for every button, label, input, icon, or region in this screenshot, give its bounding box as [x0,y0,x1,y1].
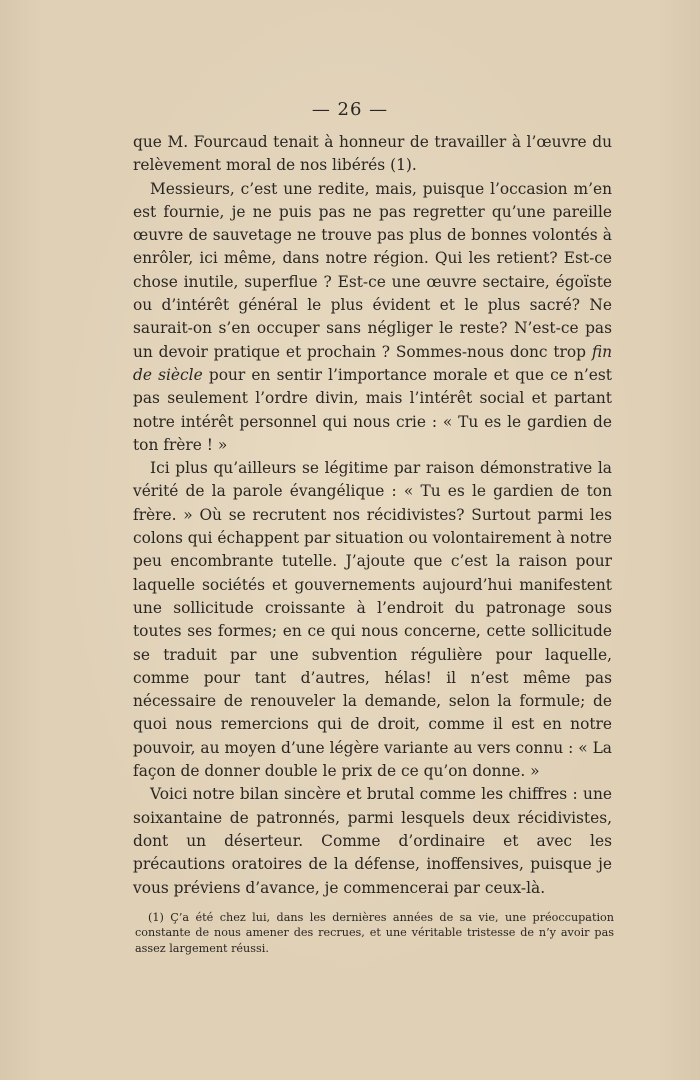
footnote [135,910,614,956]
page-number: — 26 — [311,99,389,120]
body-text [133,131,612,900]
paragraph-2-emphasis: fin de siècle [133,342,612,384]
paragraph-2-text-after: pour en sentir l’importance morale et que ce n’est pas seulement l’ordre divin, mais l’intérêt social et partant notre intérêt personnel qui nous crie : « Tu es le gardien de ton frère ! » [133,365,612,454]
paragraph-1: que M. Fourcaud tenait à honneur de travailler à l’œuvre du relèvement moral de nos libérés (1). [133,133,612,175]
paragraph-4: Voici notre bilan sincère et brutal comme les chiffres : une soixantaine de patronnés, parmi lesquels deux récidivistes, dont un déserteur. Comme d’ordinaire et avec les précautions oratoires de la défense, inoffensives, puisque je vous préviens d’avance, je commencerai par ceux-là. [133,785,612,897]
paragraph-2-text-before: Messieurs, c’est une redite, mais, puisque l’occasion m’en est fournie, je ne puis pas ne pas regretter qu’une pareille œuvre de sauvetage ne trouve pas plus de bonnes volontés à enrôler, ici même, dans notre région. Qui les retient? Est-ce chose inutile, superflue ? Est-ce une œuvre sectaire, égoïste ou d’intérêt général le plus évident et le plus sacré? Ne saurait-on s’en occuper sans négliger le reste? N’est-ce pas un devoir pratique et prochain ? Sommes-nous donc trop [133,179,612,361]
paragraph-3: Ici plus qu’ailleurs se légitime par raison démonstrative la vérité de la parole évangélique : « Tu es le gardien de ton frère. » Où se recrutent nos récidivistes? Surtout parmi les colons qui échappent par situation ou volontairement à notre peu encombrante tutelle. J’ajoute que c’est la raison pour laquelle sociétés et gouvernements aujourd’hui manifestent une sollicitude croissante à l’endroit du patronage sous toutes ses formes; en ce qui nous concerne, cette sollicitude se traduit par une subvention régulière pour laquelle, comme pour tant d’autres, hélas! il n’est même pas nécessaire de renouveler la demande, selon la formule; de quoi nous remercions qui de droit, comme il est en notre pouvoir, au moyen d’une légère variante au vers connu : « La façon de donner double le prix de ce qu’on donne. » [133,459,612,781]
footnote-text: (1) Ç’a été chez lui, dans les dernières années de sa vie, une préoccupation constante de nous amener des recrues, et une véritable tristesse de n’y avoir pas assez largement réussi. [135,911,614,955]
paragraph-2 [133,178,612,458]
